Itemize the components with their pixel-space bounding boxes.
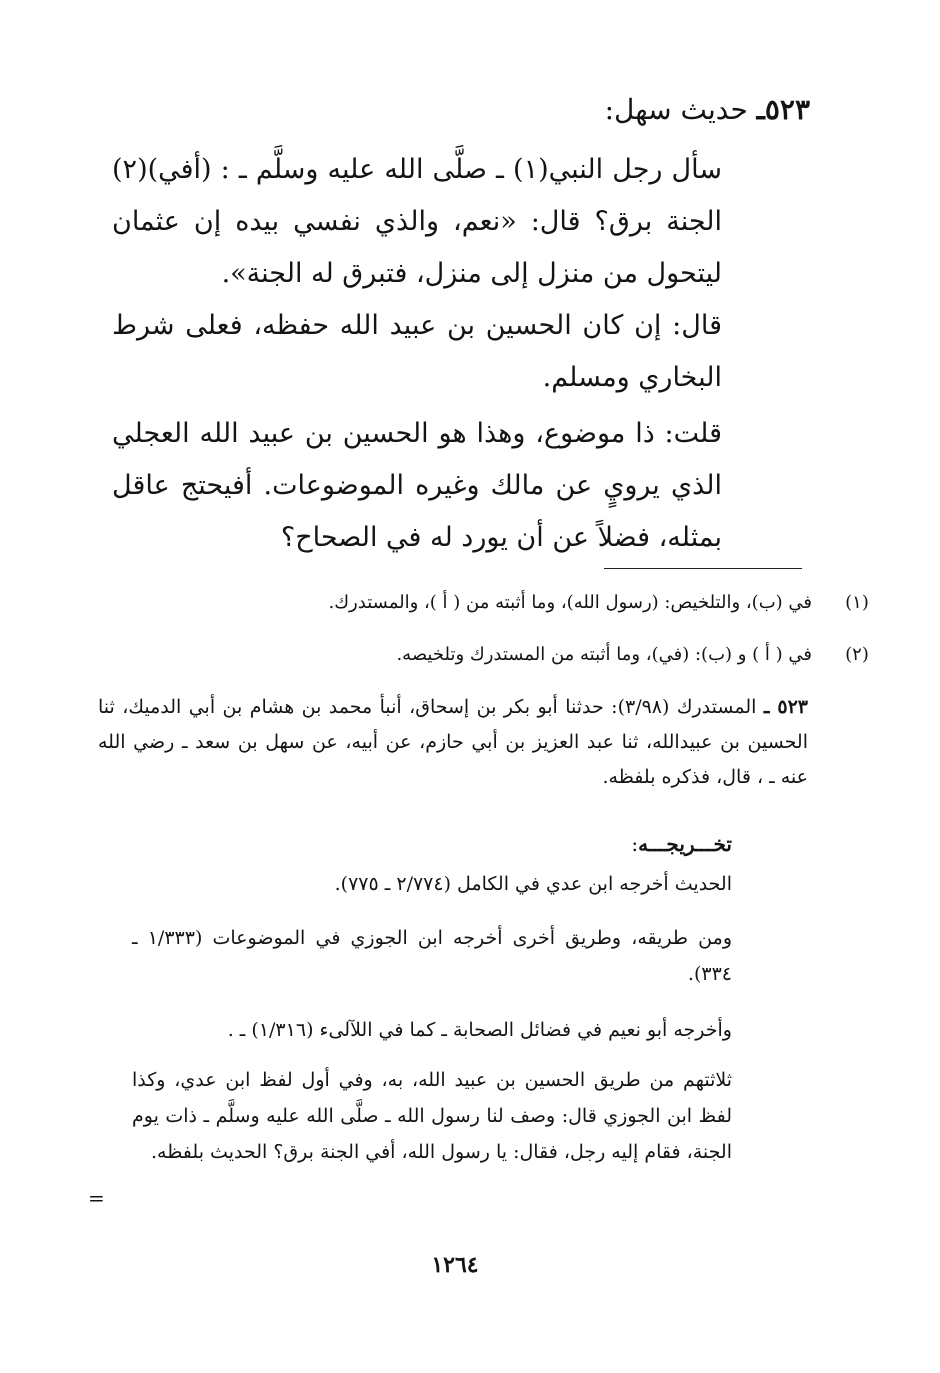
takhrij-heading: [631, 826, 732, 862]
footnote-2-number: (٢): [845, 644, 869, 665]
footnote-1-number: (١): [845, 592, 869, 613]
continuation-mark: =: [88, 1186, 105, 1210]
footnote-2-text: في ( أ ) و (ب): (في)، وما أثبته من المستدرك وتلخيصه.: [396, 644, 812, 665]
main-paragraph-1: سأل رجل النبي(١) ـ صلَّى الله عليه وسلَّم ـ : (أفي)(٢) الجنة برق؟ قال: «نعم، والذي نفسي بيده إن عثمان ليتحول من منزل إلى منزل، فتبرق له الجنة».: [112, 154, 722, 289]
main-paragraph-2: قال: إن كان الحسين بن عبيد الله حفظه، فعلى شرط البخاري ومسلم.: [112, 310, 722, 393]
main-text: [112, 144, 722, 564]
takhrij-paragraph-2: ومن طريقه، وطريق أخرى أخرجه ابن الجوزي في الموضوعات (١/٣٣٣ ـ ٣٣٤).: [132, 927, 732, 985]
takhrij-paragraph-3: وأخرجه أبو نعيم في فضائل الصحابة ـ كما في اللآلىء (١/٣١٦) ـ .: [227, 1019, 732, 1041]
hadith-heading: [210, 88, 810, 132]
takhrij-heading-colon: :: [631, 832, 639, 856]
takhrij-heading-text: تخـــريجـــه: [638, 832, 732, 856]
hadith-number: ٥٢٣ـ: [756, 93, 810, 126]
footnote-2: [162, 640, 869, 670]
takhrij-paragraph-1: الحديث أخرجه ابن عدي في الكامل (٢/٧٧٤ ـ ٧٧٥).: [334, 873, 732, 895]
footnote-1-text: في (ب)، والتلخيص: (رسول الله)، وما أثبته من ( أ )، والمستدرك.: [328, 592, 812, 613]
main-paragraph-3: قلت: ذا موضوع، وهذا هو الحسين بن عبيد الله العجلي الذي يرويٍ عن مالك وغيره الموضوعات. أفيحتج عاقل بمثله، فضلاً عن أن يورد له في الصحاح؟: [112, 418, 722, 553]
hadith-title: حديث سهل:: [604, 93, 748, 126]
source-text: المستدرك (٣/٩٨): حدثنا أبو بكر بن إسحاق، أنبأ محمد بن هشام بن أبي الدميك، ثنا الحسين بن عبيدالله، ثنا عبد العزيز بن أبي حازم، عن أبيه، عن سهل بن سعد ـ رضي الله عنه ـ ، قال، فذكره بلفظه.: [98, 696, 808, 788]
takhrij-paragraph-4: ثلاثتهم من طريق الحسين بن عبيد الله، به، وفي أول لفظ ابن عدي، وكذا لفظ ابن الجوزي قال: وصف لنا رسول الله ـ صلَّى الله عليه وسلَّم ـ ذات يوم الجنة، فقام إليه رجل، فقال: يا رسول الله، أفي الجنة برق؟ الحديث بلفظه.: [132, 1069, 732, 1163]
footnote-separator: [604, 568, 802, 569]
page-number: ١٢٦٤: [431, 1252, 479, 1278]
source-number: ٥٢٣ ـ: [763, 696, 809, 718]
source-note: [98, 690, 808, 795]
footnote-1: [162, 588, 869, 618]
